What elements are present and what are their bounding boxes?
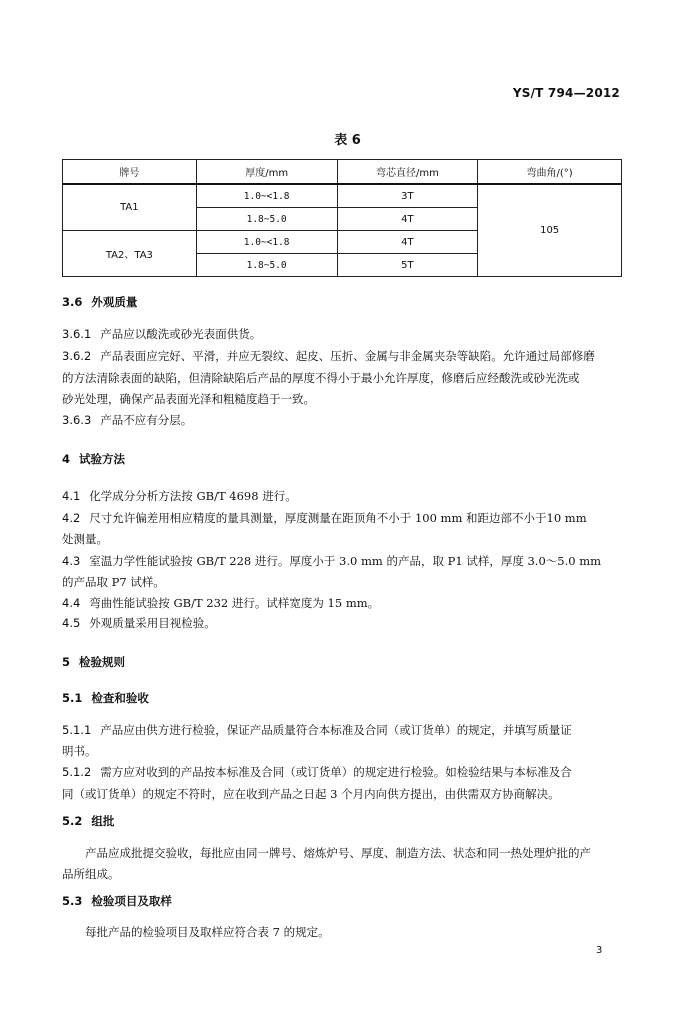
paragraph-3-6-1 xyxy=(62,324,622,345)
section-title: 试验方法 xyxy=(79,452,126,466)
section-number: 3.6 xyxy=(62,295,83,309)
paragraph-4-3-line-2: 的产品取 P7 试样。 xyxy=(62,575,165,589)
clause-text: 产品表面应完好、平滑，并应无裂纹、起皮、压折、金属与非金属夹杂等缺陷。允许通过局部修磨 xyxy=(100,349,595,363)
section-number: 5.1 xyxy=(62,691,83,705)
clause-text: 外观质量采用目视检验。 xyxy=(89,616,216,630)
paragraph-5-3: 每批产品的检验项目及取样应符合表 7 的规定。 xyxy=(85,925,330,939)
paragraph-3-6-2-line-3: 砂光处理，确保产品表面光泽和粗糙度趋于一致。 xyxy=(62,392,315,406)
page-number: 3 xyxy=(596,945,603,956)
header-bend-angle: 弯曲角/(°) xyxy=(478,160,622,185)
paragraph-5-1-2-line-1 xyxy=(62,762,622,783)
section-5-heading xyxy=(62,652,622,673)
bend-angle-cell: 105 xyxy=(478,184,622,277)
clause-text: 尺寸允许偏差用相应精度的量具测量，厚度测量在距顶角不小于 100 mm 和距边部不小于10 mm xyxy=(89,511,587,525)
thickness-cell: 1.8~5.0 xyxy=(196,208,337,231)
clause-text: 化学成分分析方法按 GB/T 4698 进行。 xyxy=(89,489,297,503)
section-5-3-heading xyxy=(62,891,622,912)
header-grade: 牌号 xyxy=(63,160,197,185)
grade-cell: TA2、TA3 xyxy=(63,231,197,277)
table-row xyxy=(63,184,622,208)
clause-number: 4.2 xyxy=(62,511,81,525)
clause-number: 3.6.2 xyxy=(62,349,92,363)
clause-number: 4.4 xyxy=(62,596,81,610)
section-5-2-heading xyxy=(62,811,622,832)
table-6 xyxy=(62,159,622,277)
clause-number: 5.1.2 xyxy=(62,765,92,779)
table-caption: 表 6 xyxy=(334,133,361,148)
section-title: 检验规则 xyxy=(79,655,126,669)
paragraph-3-6-2-line-2: 的方法清除表面的缺陷，但清除缺陷后产品的厚度不得小于最小允许厚度，修磨后应经酸洗或砂光洗或 xyxy=(62,371,580,385)
thickness-cell: 1.8~5.0 xyxy=(196,254,337,277)
header-thickness: 厚度/mm xyxy=(196,160,337,185)
section-number: 5 xyxy=(62,655,71,669)
section-number: 4 xyxy=(62,452,71,466)
paragraph-4-4 xyxy=(62,593,622,614)
section-title: 组批 xyxy=(91,814,115,828)
header-bend-diameter: 弯芯直径/mm xyxy=(337,160,478,185)
section-title: 检验项目及取样 xyxy=(91,894,172,908)
diameter-cell: 4T xyxy=(337,208,478,231)
clause-number: 4.5 xyxy=(62,616,81,630)
clause-text: 产品应由供方进行检验，保证产品质量符合本标准及合同（或订货单）的规定，并填写质量证 xyxy=(100,723,572,737)
paragraph-5-1-1-line-2: 明书。 xyxy=(62,744,97,758)
section-title: 检查和验收 xyxy=(91,691,149,705)
clause-number: 4.1 xyxy=(62,489,81,503)
table-header-row xyxy=(63,160,622,185)
clause-text: 弯曲性能试验按 GB/T 232 进行。试样宽度为 15 mm。 xyxy=(89,596,380,610)
clause-number: 3.6.3 xyxy=(62,413,92,427)
paragraph-5-2-line-1: 产品应成批提交验收，每批应由同一牌号、熔炼炉号、厚度、制造方法、状态和同一热处理炉批的产 xyxy=(85,846,591,860)
diameter-cell: 4T xyxy=(337,231,478,254)
paragraph-5-2-line-2: 品所组成。 xyxy=(62,867,120,881)
section-title: 外观质量 xyxy=(91,295,138,309)
paragraph-5-1-2-line-2: 同（或订货单）的规定不符时，应在收到产品之日起 3 个月内向供方提出，由供需双方协商解决。 xyxy=(62,787,560,801)
paragraph-4-1 xyxy=(62,486,622,507)
standard-code: YS/T 794—2012 xyxy=(512,86,620,100)
clause-text: 需方应对收到的产品按本标准及合同（或订货单）的规定进行检验。如检验结果与本标准及合 xyxy=(100,765,572,779)
clause-number: 4.3 xyxy=(62,554,81,568)
diameter-cell: 3T xyxy=(337,184,478,208)
clause-text: 室温力学性能试验按 GB/T 228 进行。厚度小于 3.0 mm 的产品，取 P1 试样，厚度 3.0～5.0 mm xyxy=(89,554,602,568)
paragraph-3-6-3 xyxy=(62,410,622,431)
clause-number: 3.6.1 xyxy=(62,327,92,341)
thickness-cell: 1.0~<1.8 xyxy=(196,231,337,254)
clause-text: 产品不应有分层。 xyxy=(100,413,193,427)
paragraph-3-6-2-line-1 xyxy=(62,346,622,367)
paragraph-4-2-line-1 xyxy=(62,508,622,529)
section-number: 5.3 xyxy=(62,894,83,908)
paragraph-4-5 xyxy=(62,613,622,634)
section-3-6-heading xyxy=(62,292,622,313)
diameter-cell: 5T xyxy=(337,254,478,277)
section-4-heading xyxy=(62,449,622,470)
thickness-cell: 1.0~<1.8 xyxy=(196,184,337,208)
clause-text: 产品应以酸洗或砂光表面供货。 xyxy=(100,327,262,341)
paragraph-4-3-line-1 xyxy=(62,551,622,572)
paragraph-5-1-1-line-1 xyxy=(62,720,622,741)
section-number: 5.2 xyxy=(62,814,83,828)
clause-number: 5.1.1 xyxy=(62,723,92,737)
paragraph-4-2-line-2: 处测量。 xyxy=(62,532,108,546)
section-5-1-heading xyxy=(62,688,622,709)
grade-cell: TA1 xyxy=(63,184,197,231)
